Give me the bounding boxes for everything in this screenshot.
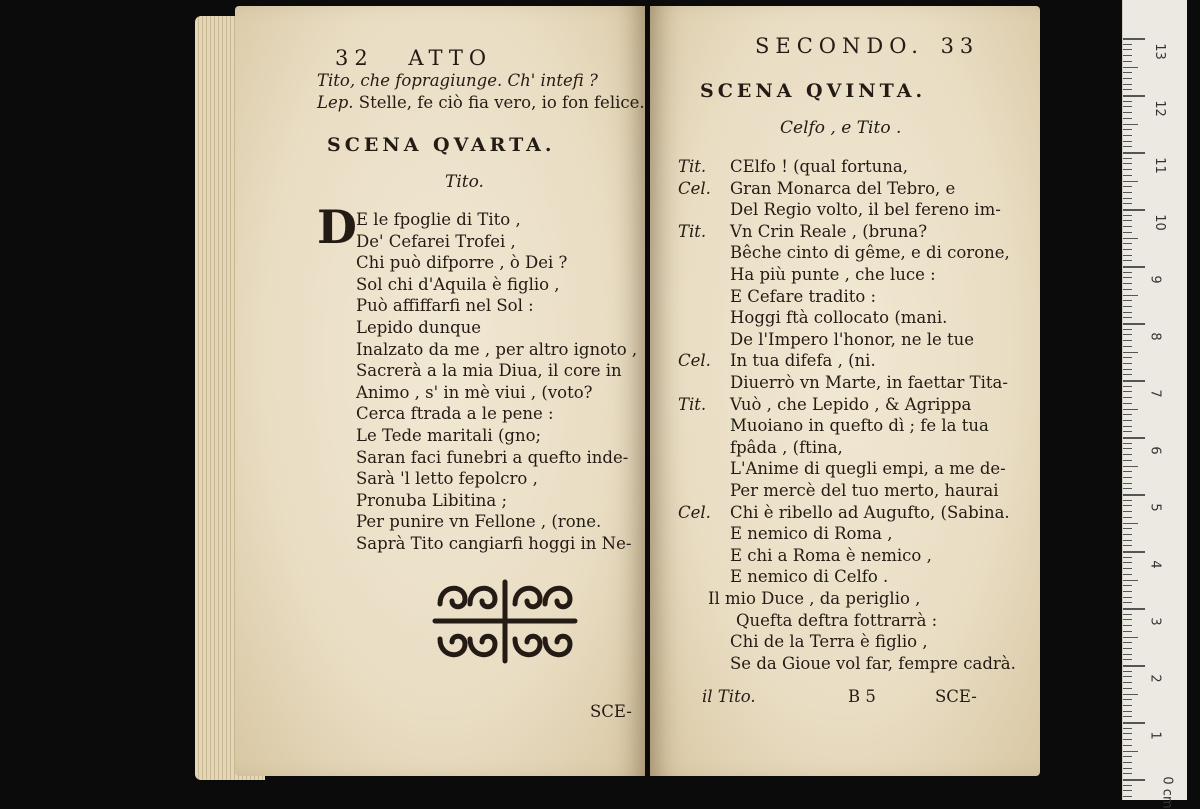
ruler-minor-tick bbox=[1123, 642, 1132, 643]
ruler-minor-tick bbox=[1123, 340, 1132, 341]
ruler-minor-tick bbox=[1123, 762, 1132, 763]
ruler-minor-tick bbox=[1123, 169, 1132, 170]
ruler-minor-tick bbox=[1123, 540, 1132, 541]
dialogue-line: Diuerrò vn Marte, in faettar Tita- bbox=[730, 373, 1008, 392]
ruler-minor-tick bbox=[1123, 796, 1132, 797]
ruler-minor-tick bbox=[1123, 568, 1132, 569]
dialogue-line: Tit. Vn Crin Reale , (bruna? bbox=[678, 221, 928, 241]
ruler-minor-tick bbox=[1123, 768, 1132, 769]
dialogue-line: Tit. Vuò , che Lepido , & Agrippa bbox=[678, 394, 972, 414]
ruler-minor-tick bbox=[1123, 580, 1138, 581]
ruler-minor-tick bbox=[1123, 198, 1132, 199]
ruler-minor-tick bbox=[1123, 500, 1132, 501]
ruler-minor-tick bbox=[1123, 300, 1132, 301]
ruler-minor-tick bbox=[1123, 414, 1132, 415]
ruler-major-tick bbox=[1123, 38, 1145, 40]
ruler-minor-tick bbox=[1123, 648, 1132, 649]
ruler-minor-tick bbox=[1123, 505, 1132, 506]
ruler-minor-tick bbox=[1123, 716, 1132, 717]
ruler-minor-tick bbox=[1123, 124, 1138, 125]
ruler-minor-tick bbox=[1123, 49, 1132, 50]
ruler-minor-tick bbox=[1123, 403, 1132, 404]
ruler-minor-tick bbox=[1123, 682, 1132, 683]
left-top-line: Tito, che fopragiunge. Ch' intefi ? bbox=[317, 71, 598, 90]
ruler-label: 11 bbox=[1151, 157, 1167, 174]
ruler-minor-tick bbox=[1123, 226, 1132, 227]
verse-line: Le Tede maritali (gno; bbox=[356, 426, 542, 445]
ruler-minor-tick bbox=[1123, 72, 1132, 73]
dialogue-line: Quefta deftra fottrarrà : bbox=[736, 610, 938, 630]
ruler-minor-tick bbox=[1123, 386, 1132, 387]
ruler-label: 1 bbox=[1147, 731, 1163, 740]
speaker-label: Tit. bbox=[678, 157, 707, 176]
ruler-minor-tick bbox=[1123, 591, 1132, 592]
dialogue-line: Cel. Gran Monarca del Tebro, e bbox=[678, 178, 956, 198]
ruler-minor-tick bbox=[1123, 557, 1132, 558]
ruler-minor-tick bbox=[1123, 705, 1132, 706]
ruler-minor-tick bbox=[1123, 574, 1132, 575]
ruler-minor-tick bbox=[1123, 528, 1132, 529]
ruler-minor-tick bbox=[1123, 460, 1132, 461]
ruler-minor-tick bbox=[1123, 283, 1132, 284]
ruler-minor-tick bbox=[1123, 146, 1132, 147]
ruler-minor-tick bbox=[1123, 688, 1132, 689]
ruler-label: 8 bbox=[1147, 332, 1163, 341]
ruler-minor-tick bbox=[1123, 585, 1132, 586]
right-page-header bbox=[755, 34, 979, 58]
left-catchword: SCE- bbox=[590, 702, 632, 721]
right-catchword: SCE- bbox=[935, 687, 977, 706]
left-page-number: 32 bbox=[335, 46, 374, 70]
dialogue-line: L'Anime di quegli empi, a me de- bbox=[730, 459, 1006, 479]
ruler-minor-tick bbox=[1123, 443, 1132, 444]
verse-line: Sarà 'l letto fepolcro , bbox=[356, 469, 538, 489]
ruler-minor-tick bbox=[1123, 466, 1138, 467]
ruler-minor-tick bbox=[1123, 733, 1132, 734]
left-running-title: ATTO bbox=[408, 46, 493, 70]
ruler-minor-tick bbox=[1123, 243, 1132, 244]
left-top-line: Lep. Stelle, fe ciò fia vero, io fon felice. bbox=[317, 93, 645, 112]
dialogue-line: Cel. Chi è ribello ad Augufto, (Sabina. bbox=[678, 502, 1010, 522]
dialogue-line: Il mio Duce , da periglio , bbox=[708, 589, 921, 608]
ruler-minor-tick bbox=[1123, 374, 1132, 375]
ruler-minor-tick bbox=[1123, 785, 1132, 786]
dialogue-line: Chi de la Terra è figlio , bbox=[730, 632, 928, 652]
ruler-minor-tick bbox=[1123, 101, 1132, 102]
drop-cap: D bbox=[317, 200, 357, 254]
ruler-minor-tick bbox=[1123, 84, 1132, 85]
ruler-minor-tick bbox=[1123, 756, 1132, 757]
ruler-minor-tick bbox=[1123, 346, 1132, 347]
ruler-minor-tick bbox=[1123, 312, 1132, 313]
ruler-minor-tick bbox=[1123, 488, 1132, 489]
signature-mark: B 5 bbox=[848, 687, 876, 706]
ruler-minor-tick bbox=[1123, 420, 1132, 421]
ruler-minor-tick bbox=[1123, 112, 1132, 113]
ruler-major-tick bbox=[1123, 665, 1145, 667]
measurement-ruler bbox=[1122, 0, 1187, 809]
left-scene-characters: Tito. bbox=[445, 172, 484, 192]
ruler-minor-tick bbox=[1123, 562, 1132, 563]
right-scene-title: SCENA QVINTA. bbox=[700, 80, 927, 102]
verse-line: Cerca ftrada a le pene : bbox=[356, 404, 554, 424]
ruler-minor-tick bbox=[1123, 181, 1138, 182]
dialogue-line: E nemico di Celfo . bbox=[730, 567, 889, 587]
dialogue-line: Del Regio volto, il bel fereno im- bbox=[730, 200, 1001, 220]
ruler-minor-tick bbox=[1123, 619, 1132, 620]
ruler-label: 12 bbox=[1151, 100, 1167, 117]
ruler-minor-tick bbox=[1123, 409, 1138, 410]
ruler-minor-tick bbox=[1123, 773, 1132, 774]
ruler-minor-tick bbox=[1123, 186, 1132, 187]
ruler-minor-tick bbox=[1123, 55, 1132, 56]
speaker-label: Tit. bbox=[678, 221, 707, 241]
ruler-minor-tick bbox=[1123, 523, 1138, 524]
ruler-minor-tick bbox=[1123, 659, 1132, 660]
ruler-minor-tick bbox=[1123, 249, 1132, 250]
ruler-label: 7 bbox=[1147, 389, 1163, 398]
ruler-label: 13 bbox=[1151, 43, 1167, 60]
signature-title: il Tito. bbox=[702, 687, 756, 706]
ruler-major-tick bbox=[1123, 152, 1145, 154]
ruler-minor-tick bbox=[1123, 597, 1132, 598]
ruler-label: 5 bbox=[1147, 503, 1163, 512]
ruler-minor-tick bbox=[1123, 511, 1132, 512]
ruler-minor-tick bbox=[1123, 654, 1132, 655]
ruler-minor-tick bbox=[1123, 44, 1132, 45]
ruler-minor-tick bbox=[1123, 215, 1132, 216]
ruler-minor-tick bbox=[1123, 78, 1132, 79]
dialogue-line: E Cefare tradito : bbox=[730, 286, 877, 306]
ruler-major-tick bbox=[1123, 779, 1145, 781]
ruler-minor-tick bbox=[1123, 272, 1132, 273]
ruler-minor-tick bbox=[1123, 163, 1132, 164]
ruler-minor-tick bbox=[1123, 483, 1132, 484]
ruler-minor-tick bbox=[1123, 357, 1132, 358]
ruler-minor-tick bbox=[1123, 625, 1132, 626]
dialogue-line: Per mercè del tuo merto, haurai bbox=[730, 481, 999, 500]
dialogue-line: fpâda , (ftina, bbox=[730, 437, 843, 457]
ruler-major-tick bbox=[1123, 551, 1145, 553]
ruler-minor-tick bbox=[1123, 545, 1132, 546]
ruler-minor-tick bbox=[1123, 135, 1132, 136]
ruler-major-tick bbox=[1123, 437, 1145, 439]
ruler-minor-tick bbox=[1123, 471, 1132, 472]
ruler-minor-tick bbox=[1123, 220, 1132, 221]
dialogue-line: Tit. CElfo ! (qual fortuna, bbox=[678, 157, 908, 176]
ruler-minor-tick bbox=[1123, 175, 1132, 176]
ruler-minor-tick bbox=[1123, 317, 1132, 318]
dialogue-line: Cel. In tua difefa , (ni. bbox=[678, 351, 876, 371]
verse-line: Inalzato da me , per altro ignoto , bbox=[356, 339, 638, 359]
ruler-label: 9 bbox=[1147, 275, 1163, 284]
ruler-minor-tick bbox=[1123, 369, 1132, 370]
ruler-minor-tick bbox=[1123, 352, 1138, 353]
ruler-label: 0 cm bbox=[1159, 776, 1175, 809]
open-book bbox=[195, 6, 1045, 790]
ruler-minor-tick bbox=[1123, 676, 1132, 677]
verse-line: Sacrerà a la mia Diua, il core in bbox=[356, 361, 622, 381]
ruler-minor-tick bbox=[1123, 745, 1132, 746]
verse-line: Chi può difporre , ò Dei ? bbox=[356, 253, 568, 273]
ruler-minor-tick bbox=[1123, 426, 1132, 427]
ruler-minor-tick bbox=[1123, 711, 1132, 712]
verse-line: De' Cefarei Trofei , bbox=[356, 231, 516, 251]
speaker-label: Tit. bbox=[678, 394, 707, 414]
right-page-number: 33 bbox=[940, 34, 980, 58]
ruler-minor-tick bbox=[1123, 699, 1132, 700]
ruler-major-tick bbox=[1123, 722, 1145, 724]
ruler-minor-tick bbox=[1123, 728, 1132, 729]
ruler-minor-tick bbox=[1123, 671, 1132, 672]
ruler-label: 6 bbox=[1147, 446, 1163, 455]
ruler-minor-tick bbox=[1123, 363, 1132, 364]
ruler-minor-tick bbox=[1123, 158, 1132, 159]
ruler-label: 3 bbox=[1147, 617, 1163, 626]
ruler-major-tick bbox=[1123, 380, 1145, 382]
ruler-major-tick bbox=[1123, 323, 1145, 325]
ruler-major-tick bbox=[1123, 608, 1145, 610]
ruler-minor-tick bbox=[1123, 89, 1132, 90]
dialogue-line: Se da Gioue vol far, fempre cadrà. bbox=[730, 653, 1016, 673]
left-page bbox=[235, 6, 645, 776]
verse-line: E le fpoglie di Tito , bbox=[356, 210, 521, 229]
ruler-minor-tick bbox=[1123, 289, 1132, 290]
ruler-minor-tick bbox=[1123, 255, 1132, 256]
dialogue-line: E nemico di Roma , bbox=[730, 524, 893, 544]
ruler-minor-tick bbox=[1123, 431, 1132, 432]
ruler-minor-tick bbox=[1123, 631, 1132, 632]
dialogue-line: Bêche cinto di gême, e di corone, bbox=[730, 243, 1010, 263]
dialogue-line: Hoggi ftà collocato (mani. bbox=[730, 308, 948, 328]
verse-line: Pronuba Libitina ; bbox=[356, 490, 508, 510]
left-page-header bbox=[335, 46, 492, 70]
speaker-label: Cel. bbox=[678, 351, 711, 371]
ruler-major-tick bbox=[1123, 209, 1145, 211]
speaker-label: Cel. bbox=[678, 502, 711, 522]
ruler-minor-tick bbox=[1123, 454, 1132, 455]
dialogue-line: E chi a Roma è nemico , bbox=[730, 545, 932, 565]
ruler-minor-tick bbox=[1123, 391, 1132, 392]
ruler-minor-tick bbox=[1123, 517, 1132, 518]
ruler-minor-tick bbox=[1123, 129, 1132, 130]
ornament-vignette bbox=[430, 574, 580, 669]
right-scene-characters: Celfo , e Tito . bbox=[780, 118, 902, 138]
ruler-minor-tick bbox=[1123, 295, 1138, 296]
ruler-minor-tick bbox=[1123, 448, 1132, 449]
ruler-minor-tick bbox=[1123, 192, 1132, 193]
verse-line: Saran faci funebri a quefto inde- bbox=[356, 447, 629, 467]
ruler-minor-tick bbox=[1123, 61, 1132, 62]
ruler-major-tick bbox=[1123, 266, 1145, 268]
ruler-label: 2 bbox=[1147, 674, 1163, 683]
ruler-minor-tick bbox=[1123, 141, 1132, 142]
verse-line: Sol chi d'Aquila è figlio , bbox=[356, 274, 560, 294]
ruler-minor-tick bbox=[1123, 277, 1132, 278]
ruler-minor-tick bbox=[1123, 637, 1138, 638]
ruler-minor-tick bbox=[1123, 67, 1138, 68]
ruler-minor-tick bbox=[1123, 602, 1132, 603]
ruler-minor-tick bbox=[1123, 306, 1132, 307]
left-scene-title: SCENA QVARTA. bbox=[327, 134, 556, 156]
speaker-label: Cel. bbox=[678, 178, 711, 198]
dialogue-line: De l'Impero l'honor, ne le tue bbox=[730, 329, 975, 349]
ruler-minor-tick bbox=[1123, 534, 1132, 535]
ruler-minor-tick bbox=[1123, 751, 1138, 752]
ruler-major-tick bbox=[1123, 494, 1145, 496]
right-running-title: SECONDO. bbox=[755, 34, 924, 58]
speaker-label: Lep. bbox=[317, 93, 354, 112]
ruler-minor-tick bbox=[1123, 203, 1132, 204]
verse-line: Saprà Tito cangiarfi hoggi in Ne- bbox=[356, 534, 632, 553]
ruler-minor-tick bbox=[1123, 238, 1138, 239]
dialogue-line: Muoiano in quefto dì ; fe la tua bbox=[730, 416, 989, 436]
ruler-minor-tick bbox=[1123, 260, 1132, 261]
ruler-minor-tick bbox=[1123, 118, 1132, 119]
right-page bbox=[650, 6, 1040, 776]
ruler-label: 4 bbox=[1147, 560, 1163, 569]
ruler-minor-tick bbox=[1123, 790, 1132, 791]
ruler-label: 10 bbox=[1151, 214, 1167, 231]
ruler-minor-tick bbox=[1123, 477, 1132, 478]
verse-line: Può affiffarfi nel Sol : bbox=[356, 296, 534, 316]
ruler-minor-tick bbox=[1123, 614, 1132, 615]
ruler-minor-tick bbox=[1123, 694, 1138, 695]
verse-line: Per punire vn Fellone , (rone. bbox=[356, 512, 602, 532]
ruler-minor-tick bbox=[1123, 232, 1132, 233]
ruler-minor-tick bbox=[1123, 739, 1132, 740]
verse-line: Lepido dunque bbox=[356, 318, 482, 337]
ruler-major-tick bbox=[1123, 95, 1145, 97]
ruler-minor-tick bbox=[1123, 329, 1132, 330]
ruler-minor-tick bbox=[1123, 106, 1132, 107]
dialogue-line: Ha più punte , che luce : bbox=[730, 265, 936, 284]
ruler-minor-tick bbox=[1123, 334, 1132, 335]
verse-line: Animo , s' in mè viui , (voto? bbox=[356, 382, 593, 402]
ruler-minor-tick bbox=[1123, 397, 1132, 398]
